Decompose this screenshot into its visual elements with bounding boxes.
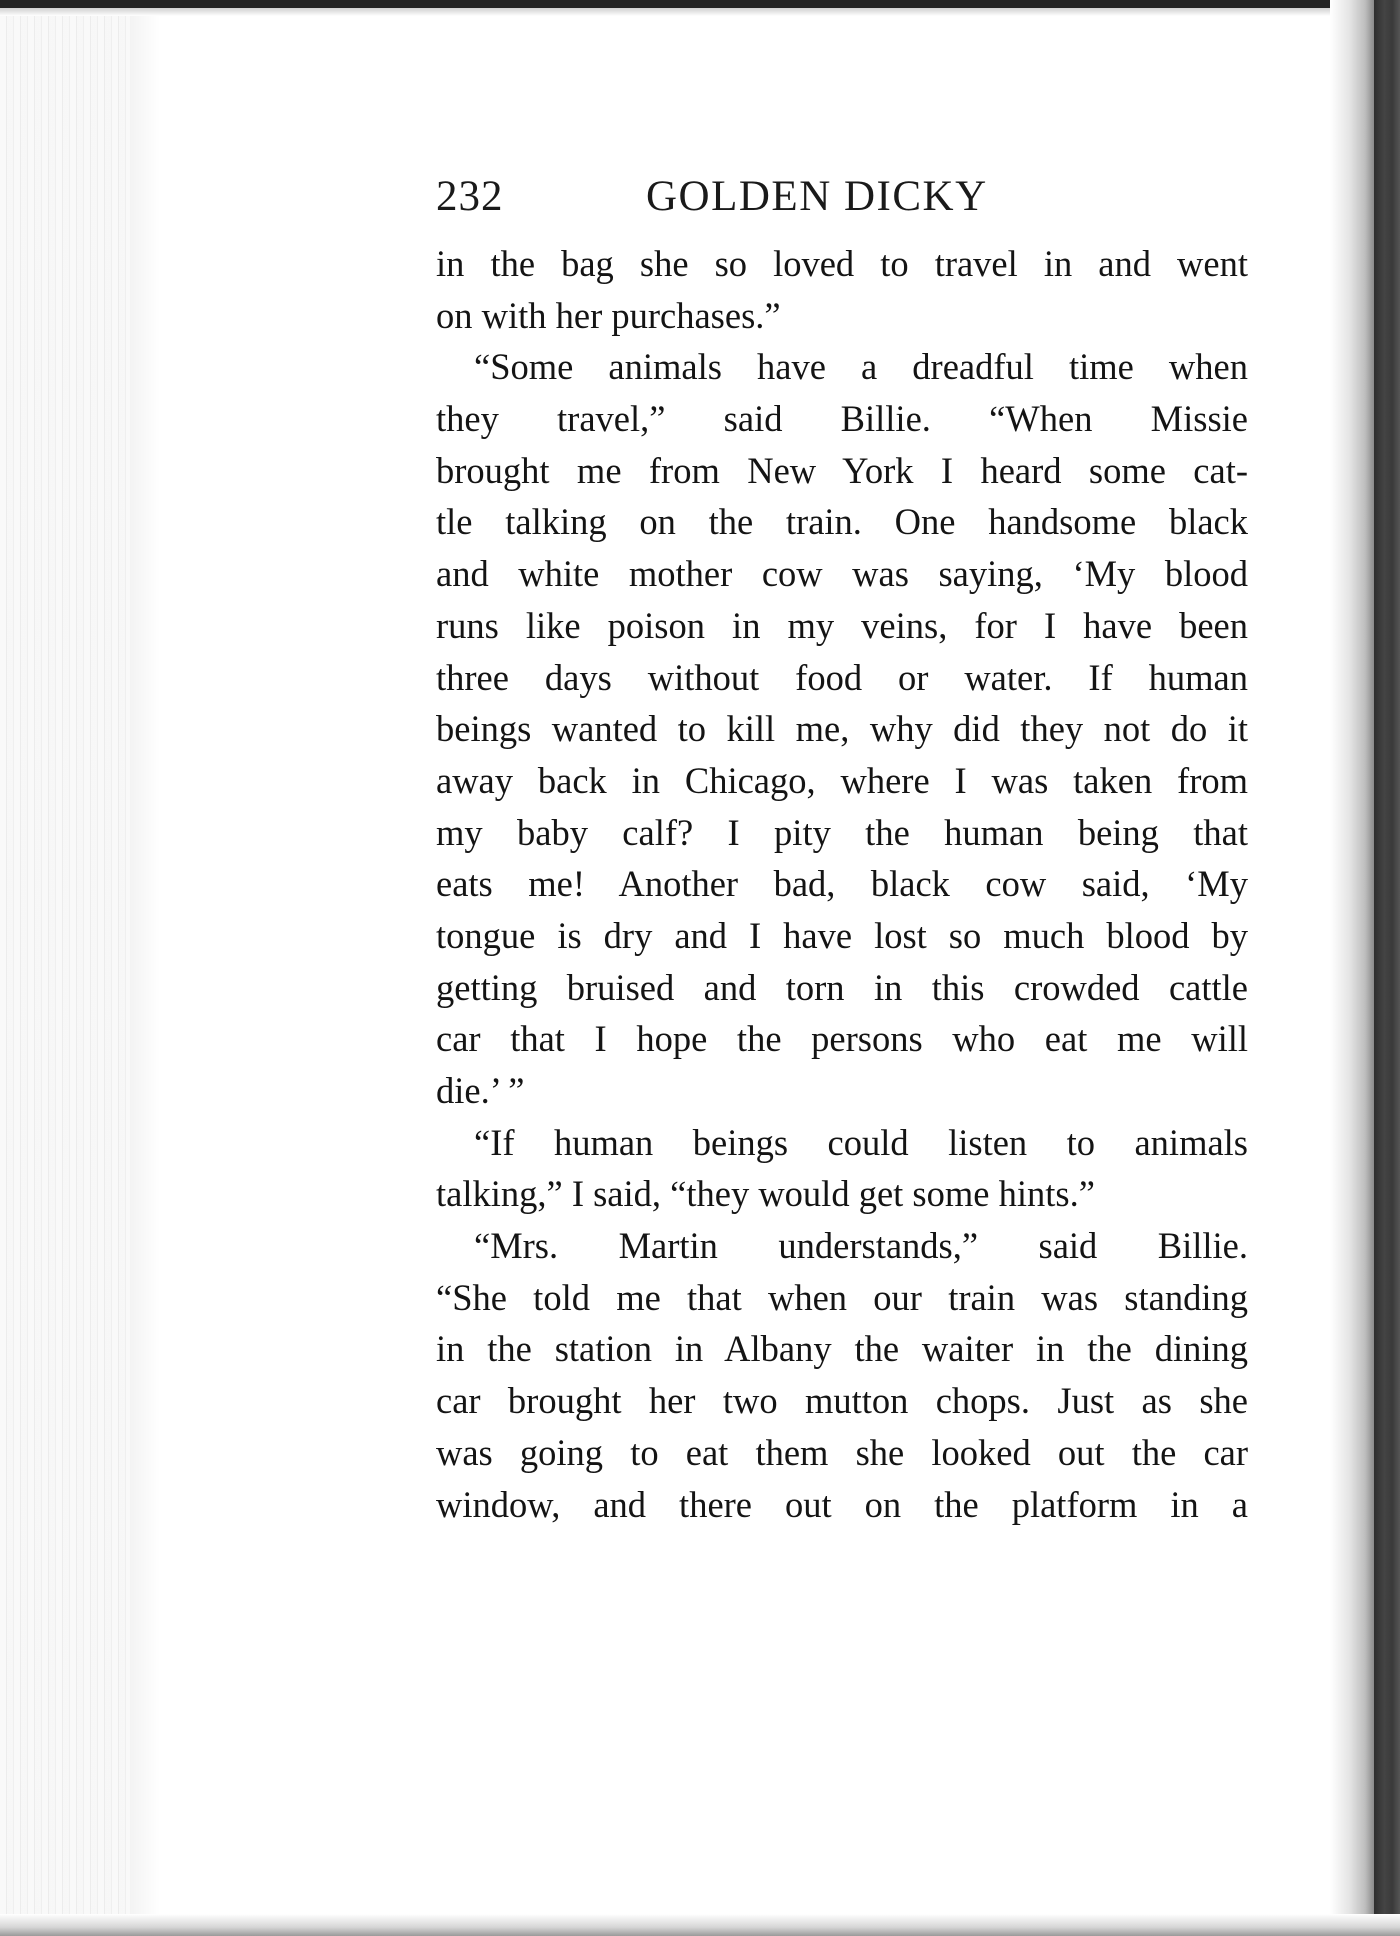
- text-line: and white mother cow was saying, ‘My blood: [436, 553, 1248, 595]
- book-title: GOLDEN DICKY: [646, 173, 988, 220]
- running-head: [436, 168, 1248, 228]
- text-line: three days without food or water. If human: [436, 656, 1248, 698]
- text-line: beings wanted to kill me, why did they not do it: [436, 708, 1248, 750]
- text-line: “Some animals have a dreadful time when: [474, 346, 1248, 388]
- text-line: in the station in Albany the waiter in the dining: [436, 1328, 1248, 1370]
- page-shadow-right: [1330, 0, 1374, 1936]
- page-edge-bottom: [0, 1914, 1400, 1936]
- text-line: window, and there out on the platform in a: [436, 1483, 1248, 1525]
- text-line: eats me! Another bad, black cow said, ‘My: [436, 863, 1248, 905]
- page-shadow-left: [130, 0, 160, 1936]
- page-edge-top: [0, 0, 1400, 8]
- book-page: [436, 168, 1248, 1530]
- text-line: on with her purchases.”: [436, 294, 781, 336]
- text-line: in the bag she so loved to travel in and went: [436, 243, 1248, 284]
- page-number: 232: [436, 173, 504, 220]
- text-line: was going to eat them she looked out the car: [436, 1431, 1248, 1473]
- text-line: “Mrs. Martin understands,” said Billie.: [474, 1225, 1248, 1267]
- text-line: away back in Chicago, where I was taken from: [436, 759, 1248, 801]
- text-line: car brought her two mutton chops. Just as she: [436, 1380, 1248, 1422]
- book-cover-edge-right: [1374, 0, 1400, 1936]
- text-line: runs like poison in my veins, for I have been: [436, 604, 1248, 646]
- text-line: “If human beings could listen to animals: [474, 1121, 1248, 1163]
- page-stack-edge-left: [0, 0, 130, 1936]
- body-text: [436, 238, 1248, 1530]
- text-line: they travel,” said Billie. “When Missie: [436, 398, 1248, 440]
- page-shadow-top: [0, 8, 1400, 16]
- text-line: my baby calf? I pity the human being that: [436, 811, 1248, 853]
- text-line: die.’ ”: [436, 1070, 525, 1111]
- text-line: talking,” I said, “they would get some hints.”: [436, 1173, 1095, 1215]
- text-line: “She told me that when our train was standing: [436, 1276, 1248, 1318]
- text-line: getting bruised and torn in this crowded cattle: [436, 966, 1248, 1008]
- text-line: tongue is dry and I have lost so much blood by: [436, 914, 1248, 956]
- text-line: tle talking on the train. One handsome black: [436, 501, 1248, 543]
- text-line: car that I hope the persons who eat me will: [436, 1018, 1248, 1060]
- text-line: brought me from New York I heard some cat-: [436, 449, 1248, 491]
